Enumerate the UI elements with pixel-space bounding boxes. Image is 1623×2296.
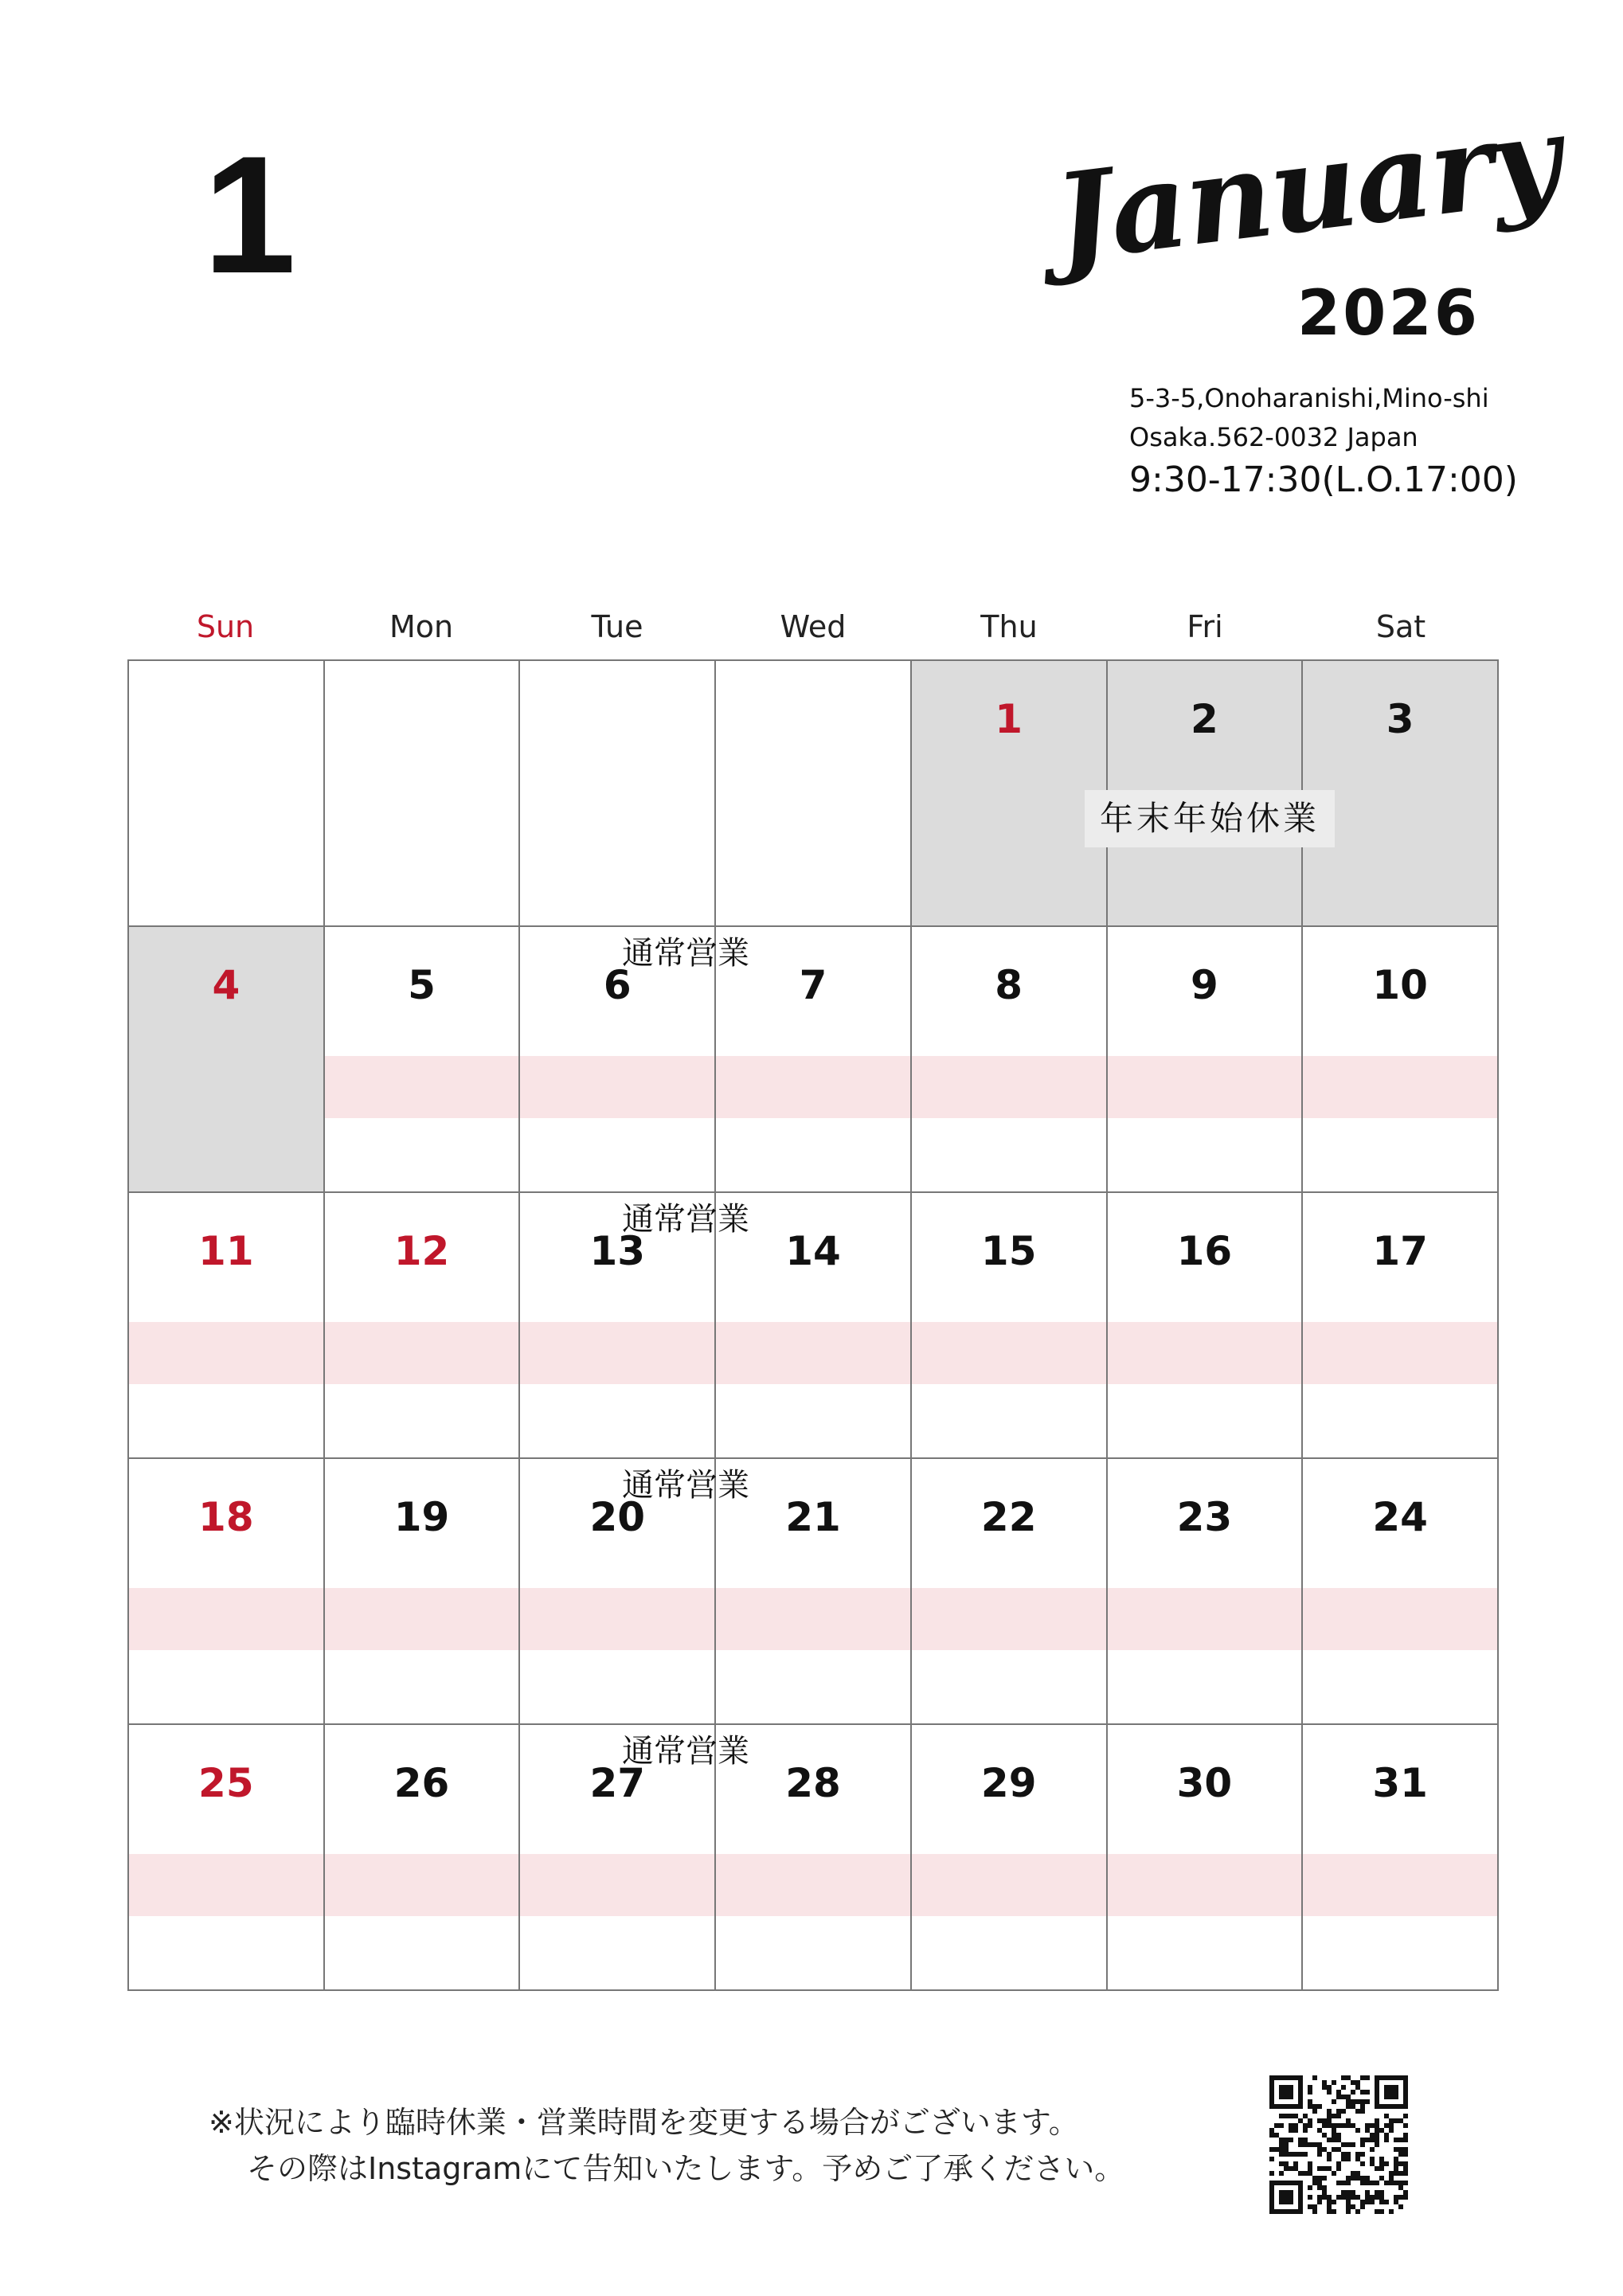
day-cell (716, 661, 912, 927)
weekday-sat: Sat (1375, 609, 1426, 644)
open-day-band (912, 1322, 1106, 1384)
day-cell (912, 1459, 1108, 1725)
day-cell (912, 1193, 1108, 1459)
weekday-tue: Tue (591, 609, 643, 644)
weekday-sun: Sun (196, 609, 255, 644)
day-cell (129, 661, 325, 927)
day-number: 9 (1191, 962, 1218, 1008)
open-day-band (716, 1588, 910, 1650)
day-number: 31 (1372, 1760, 1428, 1806)
weekday-thu: Thu (980, 609, 1038, 644)
day-number: 10 (1372, 962, 1428, 1008)
day-cell (1303, 927, 1499, 1193)
day-cell (1303, 1725, 1499, 1991)
day-cell (325, 1193, 521, 1459)
day-number: 7 (799, 962, 827, 1008)
day-cell (912, 661, 1108, 927)
day-number: 11 (198, 1228, 254, 1274)
day-cell (325, 927, 521, 1193)
open-day-band (520, 1854, 714, 1916)
weekday-fri: Fri (1187, 609, 1223, 644)
day-number: 22 (980, 1494, 1037, 1540)
month-name: January (1047, 88, 1567, 289)
holiday-closure-label: 年末年始休業 (1085, 790, 1335, 847)
day-number: 15 (980, 1228, 1037, 1274)
day-number: 29 (980, 1760, 1037, 1806)
month-number: 1 (203, 121, 296, 308)
day-number: 3 (1386, 696, 1414, 742)
day-number: 27 (589, 1760, 646, 1806)
open-day-band (325, 1854, 519, 1916)
day-number: 20 (589, 1494, 646, 1540)
day-number: 25 (198, 1760, 254, 1806)
weekday-mon: Mon (389, 609, 454, 644)
calendar-grid (127, 659, 1499, 1991)
day-cell (1108, 1459, 1304, 1725)
weekday-header (127, 607, 1499, 647)
day-cell (129, 927, 325, 1193)
open-day-band (325, 1322, 519, 1384)
open-day-band (1303, 1588, 1497, 1650)
open-day-band (1108, 1854, 1302, 1916)
open-day-band (1108, 1056, 1302, 1118)
open-day-band (129, 1322, 323, 1384)
day-number: 24 (1372, 1494, 1428, 1540)
open-label-week-4: 通常営業 (622, 1467, 749, 1504)
day-cell (1108, 927, 1304, 1193)
day-number: 2 (1191, 696, 1218, 742)
open-day-band (912, 1588, 1106, 1650)
open-day-band (716, 1854, 910, 1916)
day-number: 18 (198, 1494, 254, 1540)
day-cell (325, 1459, 521, 1725)
day-number: 12 (393, 1228, 450, 1274)
day-number: 19 (393, 1494, 450, 1540)
year: 2026 (1296, 278, 1480, 350)
open-label-week-2: 通常営業 (622, 935, 749, 972)
day-number: 23 (1176, 1494, 1233, 1540)
day-cell (325, 1725, 521, 1991)
open-day-band (325, 1056, 519, 1118)
notice (209, 2099, 1124, 2192)
day-number: 28 (785, 1760, 841, 1806)
notice-line-1: ※状況により臨時休業・営業時間を変更する場合がございます。 (209, 2105, 1079, 2140)
day-number: 8 (995, 962, 1023, 1008)
address-line-2: Osaka.562-0032 Japan (1129, 422, 1418, 452)
day-cell (520, 661, 716, 927)
day-cell (1303, 1459, 1499, 1725)
day-number: 6 (603, 962, 632, 1008)
day-number: 21 (785, 1494, 841, 1540)
open-day-band (520, 1588, 714, 1650)
day-number: 5 (408, 962, 436, 1008)
day-cell (129, 1459, 325, 1725)
day-cell (912, 1725, 1108, 1991)
day-cell (1108, 1725, 1304, 1991)
day-cell (129, 1193, 325, 1459)
day-number: 26 (393, 1760, 450, 1806)
address-line-1: 5-3-5,Onoharanishi,Mino-shi (1129, 383, 1489, 413)
qr-code-icon (1269, 2075, 1408, 2214)
open-day-band (1303, 1056, 1497, 1118)
notice-line-2: その際はInstagramにて告知いたします。予めご了承ください。 (247, 2151, 1125, 2186)
open-day-band (912, 1854, 1106, 1916)
day-cell (129, 1725, 325, 1991)
day-number: 14 (785, 1228, 841, 1274)
open-day-band (129, 1588, 323, 1650)
open-day-band (1108, 1588, 1302, 1650)
day-number: 16 (1176, 1228, 1233, 1274)
open-label-week-5: 通常営業 (622, 1733, 749, 1770)
open-day-band (520, 1056, 714, 1118)
day-number: 17 (1372, 1228, 1428, 1274)
business-hours: 9:30-17:30(L.O.17:00) (1129, 460, 1518, 500)
weekday-wed: Wed (780, 609, 847, 644)
day-cell (1303, 1193, 1499, 1459)
open-label-week-3: 通常営業 (622, 1201, 749, 1238)
open-day-band (520, 1322, 714, 1384)
day-cell (912, 927, 1108, 1193)
open-day-band (716, 1056, 910, 1118)
day-number: 30 (1176, 1760, 1233, 1806)
open-day-band (716, 1322, 910, 1384)
open-day-band (325, 1588, 519, 1650)
day-number: 4 (212, 962, 241, 1008)
open-day-band (1303, 1322, 1497, 1384)
open-day-band (1108, 1322, 1302, 1384)
open-day-band (129, 1854, 323, 1916)
open-day-band (912, 1056, 1106, 1118)
day-cell (1108, 1193, 1304, 1459)
day-cell (325, 661, 521, 927)
open-day-band (1303, 1854, 1497, 1916)
day-number: 1 (995, 696, 1023, 742)
day-number: 13 (589, 1228, 646, 1274)
